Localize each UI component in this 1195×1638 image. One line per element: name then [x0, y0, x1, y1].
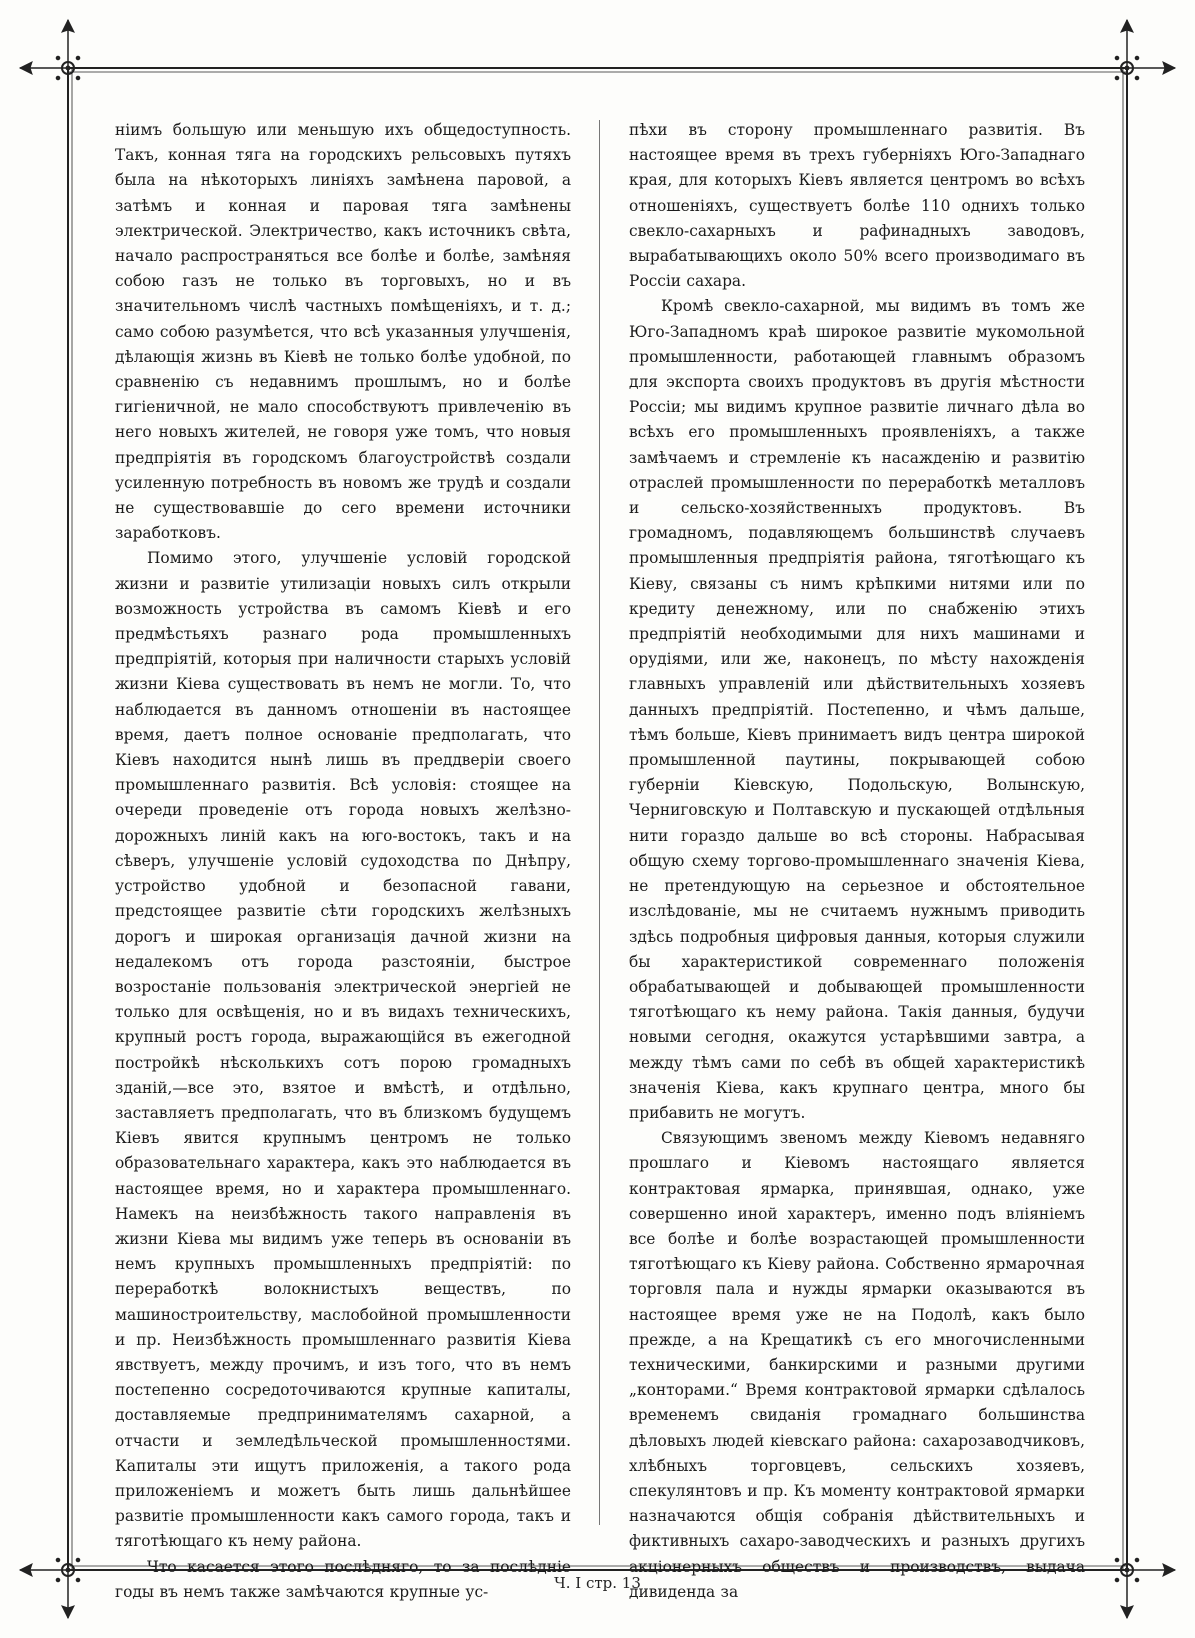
paragraph: пѣхи въ сторону промышленнаго развитія. Въ настоящее время въ трехъ губерніяхъ Юго-Западнаго края, для которыхъ Кіевъ является центромъ во всѣхъ отношеніяхъ, существуетъ болѣе 110 однихъ только свекло-сахарныхъ и рафинадныхъ заводовъ, вырабатывающихъ около 50% всего производимаго въ Россіи сахара. — [629, 121, 1085, 291]
paragraph: Что касается этого послѣдняго, то за послѣдніе годы въ немъ также замѣчаются крупные ус- — [115, 1557, 571, 1601]
right-text-column — [629, 118, 1085, 1605]
column-divider — [599, 120, 600, 1525]
corner-ornament-icon — [1079, 20, 1175, 116]
paragraph: Кромѣ свекло-сахарной, мы видимъ въ томъ же Юго-Западномъ краѣ широкое развитіе мукомольной промышленности, работающей главнымъ образомъ для экспорта своихъ продуктовъ въ другія мѣстности Россіи; мы видимъ крупное развитіе личнаго дѣла во всѣхъ его промышленныхъ проявленіяхъ, а также замѣчаемъ и стремленіе къ насажденію и развитію отраслей промышленности по переработкѣ металловъ и сельско-хозяйственныхъ продуктовъ. Въ громадномъ, подавляющемъ большинствѣ случаевъ промышленныя предпріятія района, тяготѣющаго къ Кіеву, связаны съ нимъ крѣпкими нитями или по кредиту денежному, или по снабженію этихъ предпріятій необходимыми для нихъ машинами и орудіями, или же, наконецъ, по мѣсту нахожденія главныхъ управленій или дѣйствительныхъ хозяевъ данныхъ предпріятій. Постепенно, и чѣмъ дальше, тѣмъ больше, Кіевъ принимаетъ видъ центра широкой промышленной паутины, покрывающей собою губерніи Кіевскую, Подольскую, Волынскую, Черниговскую и Полтавскую и пускающей отдѣльныя нити гораздо дальше во всѣ стороны. Набрасывая общую схему торгово-промышленнаго значенія Кіева, не претендующую на серьезное и обстоятельное изслѣдованіе, мы не считаемъ нужнымъ приводить здѣсь подробныя цифровыя данныя, которыя служили бы характеристикой современнаго положенія обрабатывающей и добывающей промышленности тяготѣющаго къ нему района. Такія данныя, будучи новыми сегодня, окажутся устарѣвшими завтра, а между тѣмъ сами по себѣ въ общей характеристикѣ значенія Кіева, какъ крупнаго центра, много бы прибавить не могутъ. — [629, 297, 1085, 1122]
corner-ornament-icon — [20, 1522, 116, 1618]
corner-ornament-icon — [20, 20, 116, 116]
left-text-column — [115, 118, 571, 1605]
paragraph: Помимо этого, улучшеніе условій городской жизни и развитіе утилизаціи новыхъ силъ открыли возможность устройства въ самомъ Кіевѣ и его предмѣстьяхъ разнаго рода промышленныхъ предпріятій, которыя при наличности старыхъ условій жизни Кіева существовать въ немъ не могли. То, что наблюдается въ данномъ отношеніи въ настоящее время, даетъ полное основаніе предполагать, что Кіевъ находится нынѣ лишь въ преддверіи своего промышленнаго развитія. Всѣ условія: стоящее на очереди проведеніе отъ города новыхъ желѣзно-дорожныхъ линій какъ на юго-востокъ, такъ и на сѣверъ, улучшеніе условій судоходства по Днѣпру, устройство удобной и безопасной гавани, предстоящее развитіе сѣти городскихъ желѣзныхъ дорогъ и широкая организація дачной жизни на недалекомъ отъ города разстояніи, быстрое возростаніе пользованія электрической энергіей не только для освѣщенія, но и въ видахъ техническихъ, крупный ростъ города, выражающійся въ ежегодной постройкѣ нѣсколькихъ сотъ порою громадныхъ зданій,—все это, взятое и вмѣстѣ, и отдѣльно, заставляетъ предполагать, что въ близкомъ будущемъ Кіевъ явится крупнымъ центромъ не только образовательнаго характера, какъ это наблюдается въ настоящее время, но и характера промышленнаго. Намекъ на неизбѣжность такого направленія въ жизни Кіева мы видимъ уже теперь въ основаніи въ немъ крупныхъ промышленныхъ предпріятій: по переработкѣ волокнистыхъ веществъ, по машиностроительству, маслобойной промышленности и пр. Неизбѣжность промышленнаго развитія Кіева явствуетъ, между прочимъ, и изъ того, что въ немъ постепенно сосредоточиваются крупные капиталы, доставляемые предпринимателямъ сахарной, а отчасти и земледѣльческой промышленностями. Капиталы эти ищутъ приложенія, а такого рода приложеніемъ и можетъ быть лишь дальнѣйшее развитіе промышленности какъ самого города, такъ и тяготѣющаго къ нему района. — [115, 549, 571, 1551]
page-number: Ч. I стр. 13 — [554, 1574, 641, 1592]
corner-ornament-icon — [1079, 1522, 1175, 1618]
paragraph: ніимъ большую или меньшую ихъ общедоступность. Такъ, конная тяга на городскихъ рельсовыхъ путяхъ была на нѣкоторыхъ линіяхъ замѣнена паровой, а затѣмъ и конная и паровая тяга замѣнены электрической. Электричество, какъ источникъ свѣта, начало распространяться все болѣе и болѣе, замѣняя собою газъ не только въ торговыхъ, но и въ значительномъ числѣ частныхъ помѣщеніяхъ, и т. д.; само собою разумѣется, что всѣ указанныя улучшенія, дѣлающія жизнь въ Кіевѣ не только болѣе удобной, по сравненію съ недавнимъ прошлымъ, но и болѣе гигіеничной, не мало способствуютъ привлеченію въ него новыхъ жителей, не говоря уже томъ, что новыя предпріятія въ городскомъ благоустройствѣ создали усиленную потребность въ новомъ же трудѣ и создали не существовавшіе до сего времени источники заработковъ. — [115, 121, 571, 543]
paragraph: Связующимъ звеномъ между Кіевомъ недавняго прошлаго и Кіевомъ настоящаго является контрактовая ярмарка, принявшая, однако, уже совершенно иной характеръ, именно подъ вліяніемъ все болѣе и болѣе возрастающей промышленности тяготѣющаго къ Кіеву района. Собственно ярмарочная торговля пала и нужды ярмарки оказываются въ настоящее время уже не на Подолѣ, какъ было прежде, а на Крещатикѣ съ его многочисленными техническими, банкирскими и разными другими „конторами.“ Время контрактовой ярмарки сдѣлалось временемъ свиданія громаднаго большинства дѣловыхъ людей кіевскаго района: сахарозаводчиковъ, хлѣбныхъ торговцевъ, сельскихъ хозяевъ, спекулянтовъ и пр. Къ моменту контрактовой ярмарки назначаются общія собранія дѣйствительныхъ и фиктивныхъ сахаро-заводческихъ и разныхъ другихъ акціонерныхъ обществъ и производствъ, выдача дивиденда за — [629, 1129, 1085, 1601]
